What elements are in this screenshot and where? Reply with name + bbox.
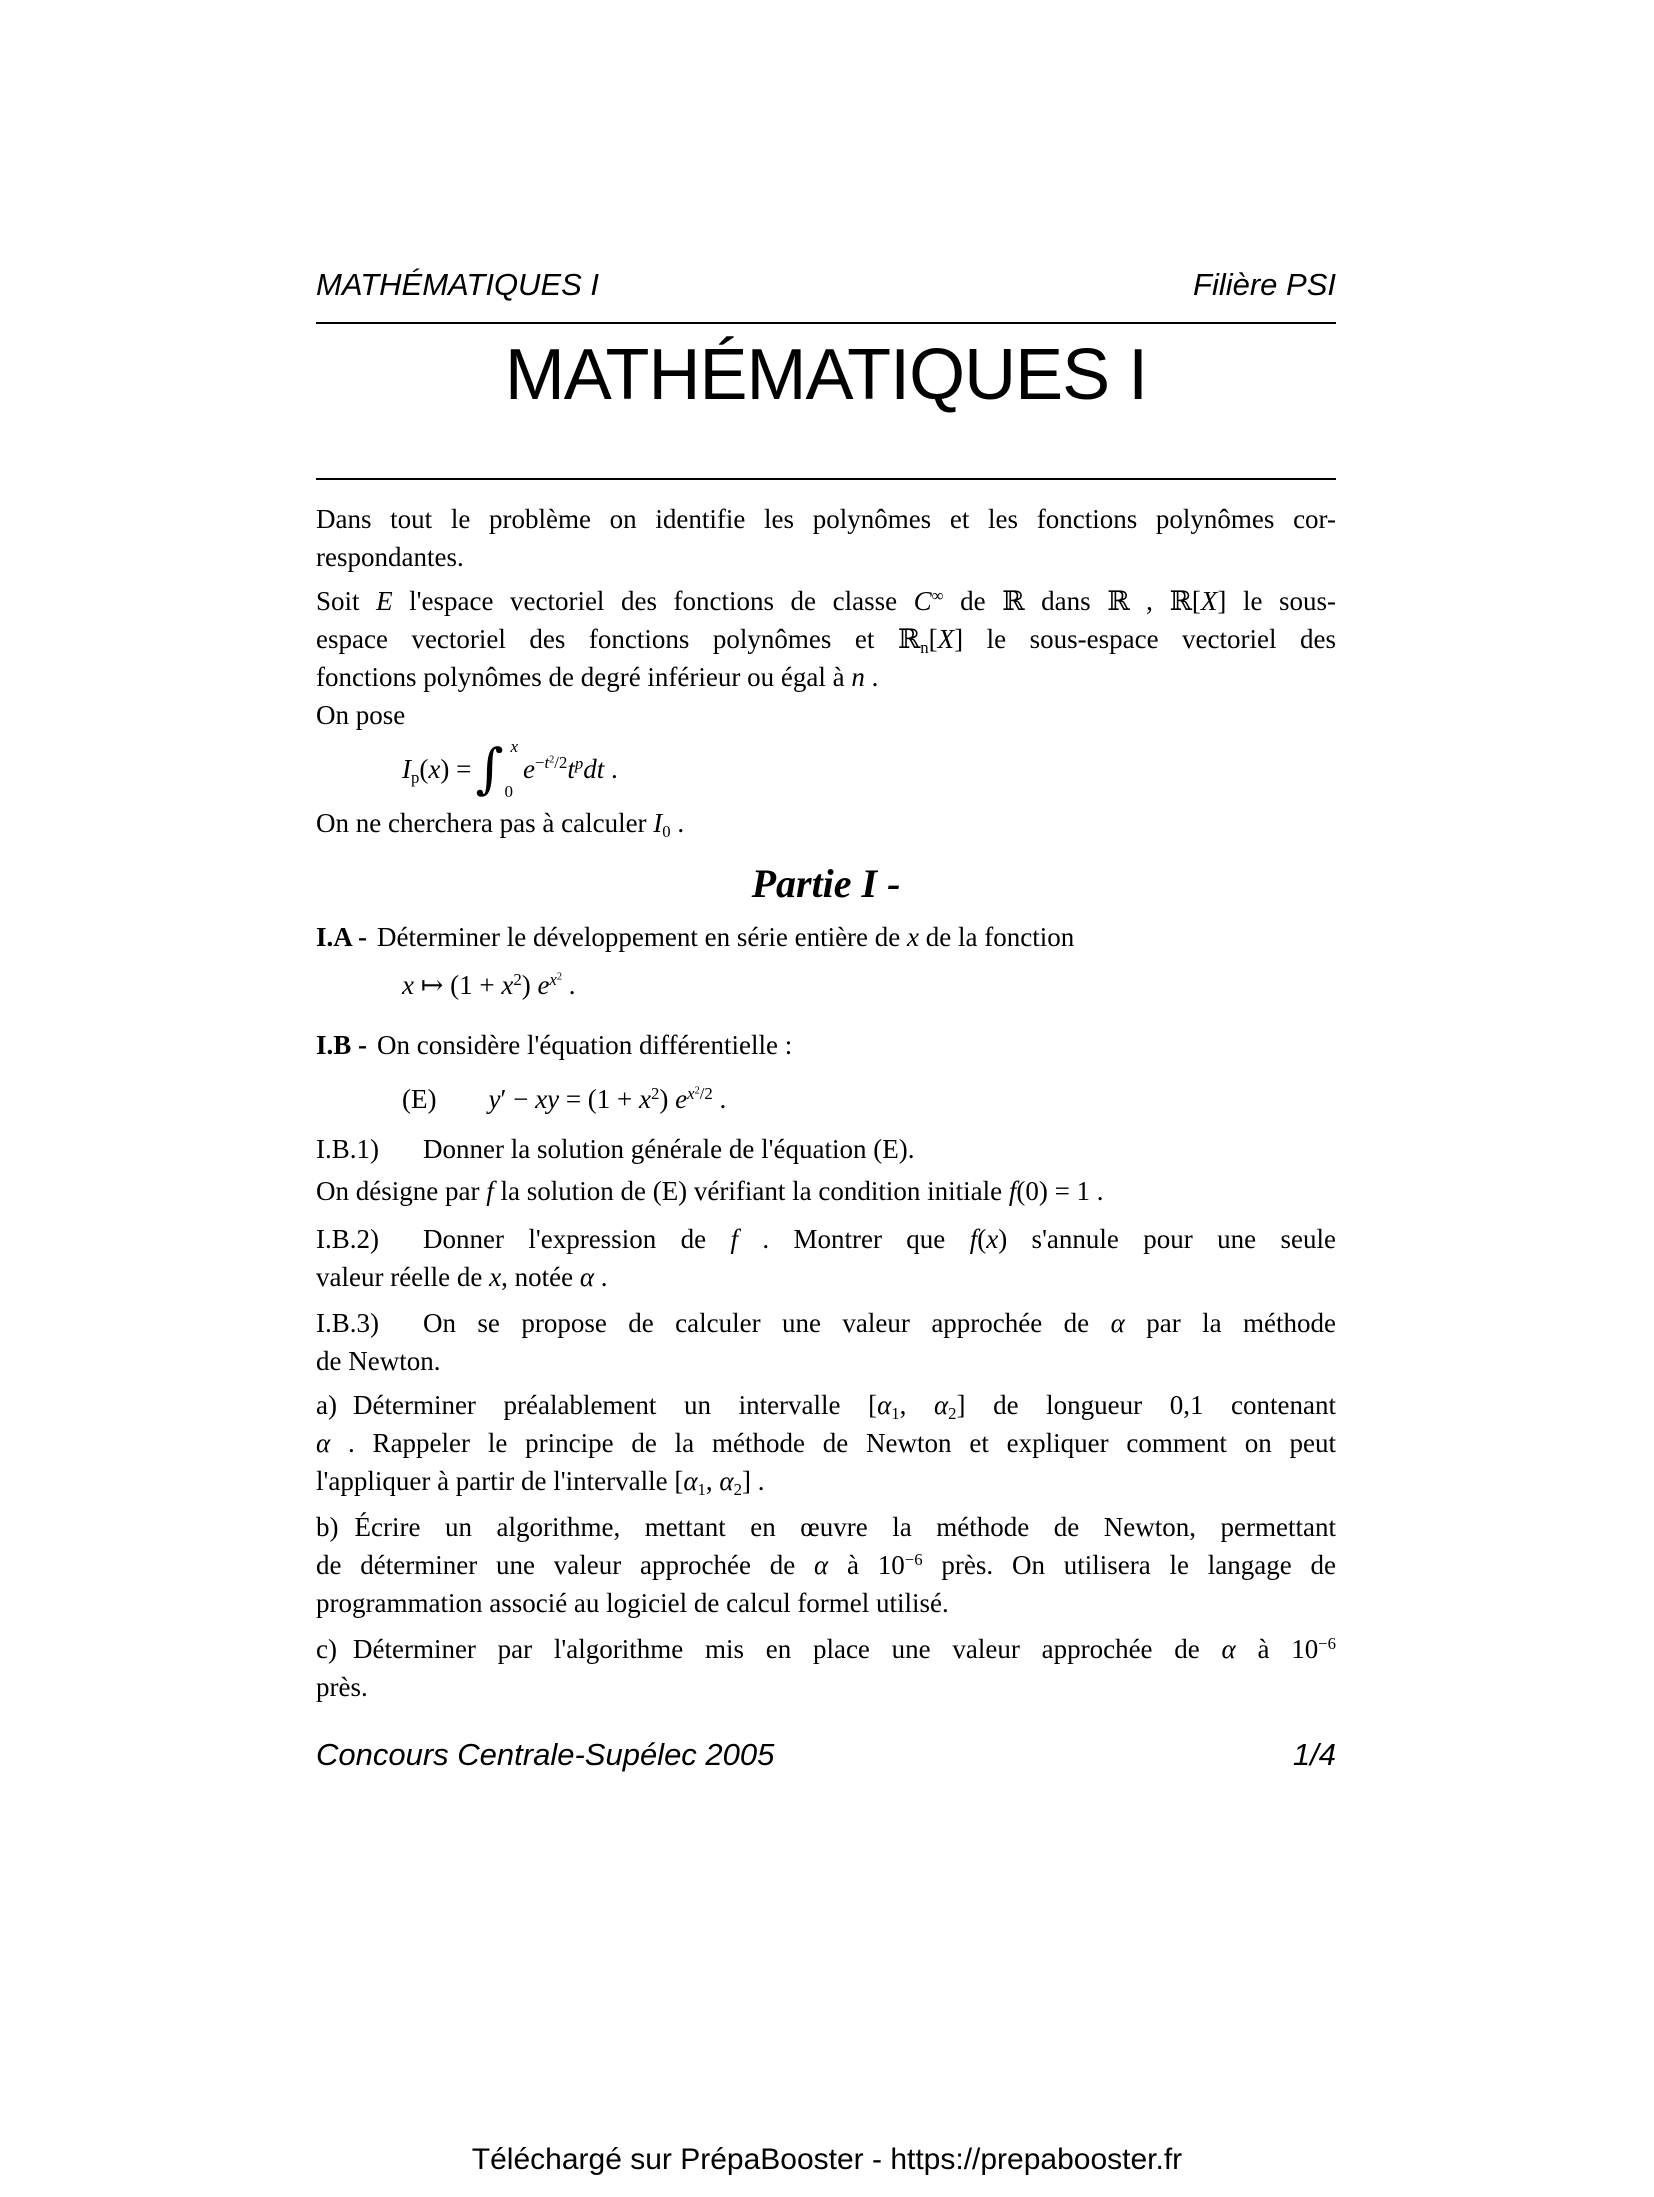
equation-body: y′ − xy = $(1 + x^2)$ $e^{x^2/2}$ . [488, 1083, 727, 1114]
formula-ip [316, 736, 1336, 802]
item-a-label: a) [316, 1390, 337, 1420]
item-ib3 [316, 1304, 1336, 1380]
text-line [316, 1220, 1336, 1258]
item-ia-text: Déterminer le développement en série entière de x de la fonction [377, 922, 1075, 952]
item-ib2-label: I.B.2) [316, 1224, 379, 1254]
item-c-label: c) [316, 1634, 337, 1664]
footer-page-number: 1/4 [1292, 1737, 1336, 1772]
text-line: valeur réelle de x, notée α . [316, 1262, 608, 1292]
title-rule [316, 478, 1336, 480]
formula-equation-e [316, 1072, 1336, 1126]
footer-exam-name: Concours Centrale-Supélec 2005 [316, 1737, 775, 1772]
integral-limits [504, 738, 518, 800]
item-b-label: b) [316, 1512, 339, 1542]
item-ib2-text: Donner l'expression de f . Montrer que f(x) s'annule pour une seule [423, 1224, 1336, 1254]
text-line: espace vectoriel des fonctions polynômes et ℝ$_n$[X] le sous-espace vectoriel des [316, 624, 1336, 658]
intro-paragraph-2 [316, 582, 1336, 696]
header-subject: MATHÉMATIQUES I [316, 267, 600, 302]
integral-upper-limit: x [510, 737, 519, 756]
item-b-text: Écrire un algorithme, mettant en œuvre la méthode de Newton, permettant [354, 1512, 1336, 1542]
page-footer [316, 1736, 1336, 1774]
formula-ip-rhs: $e^{-t^2/2}t^pdt$ . [523, 753, 618, 784]
text-line [316, 1508, 1336, 1546]
text-line: près. [316, 1672, 368, 1702]
text-line: programmation associé au logiciel de calcul formel utilisé. [316, 1588, 949, 1618]
text-line [316, 1630, 1336, 1668]
text-line: Soit E l'espace vectoriel des fonctions de classe C∞ de ℝ dans ℝ , ℝ[X] le sous- [316, 585, 1336, 616]
document-body [316, 500, 1336, 1706]
intro-paragraph-1 [316, 500, 1336, 576]
text-line: fonctions polynômes de degré inférieur ou égal à n . [316, 662, 879, 692]
text-line: de Newton. [316, 1346, 441, 1376]
page-title: MATHÉMATIQUES I [504, 335, 1148, 415]
item-ib1-label: I.B.1) [316, 1134, 379, 1164]
item-ia [316, 918, 1336, 956]
integral-sign: ∫ [475, 737, 504, 800]
download-note: Téléchargé sur PrépaBooster - https://prepabooster.fr [471, 2143, 1183, 2176]
text-line [316, 1386, 1336, 1424]
after-formula-line: On ne cherchera pas à calculer $I_0$ . [316, 808, 685, 842]
text-line: l'appliquer à partir de l'intervalle [$\alpha_1$, $\alpha_2$] . [316, 1466, 765, 1500]
integral-lower-limit: 0 [504, 782, 513, 801]
item-ib3-label: I.B.3) [316, 1308, 379, 1338]
item-ib-label: I.B - [316, 1030, 368, 1060]
item-a-text: Déterminer préalablement un intervalle [$\alpha_1$, $\alpha_2$] de longueur 0,1 contenant [352, 1390, 1336, 1424]
header-track: Filière PSI [1193, 267, 1336, 302]
item-ib2 [316, 1220, 1336, 1296]
paragraph-f: On désigne par f la solution de (E) vérifiant la condition initiale f(0) = 1 . [316, 1176, 1104, 1206]
section-heading-partie-1: Partie I - [751, 861, 901, 906]
item-ib-text: On considère l'équation différentielle : [377, 1030, 793, 1060]
item-a [316, 1386, 1336, 1500]
formula-ip-lhs: $I_p(x)$ = [402, 753, 472, 787]
formula-series: x ↦ $(1 + x^2)$ $e^{x^2}$ . [402, 969, 576, 1000]
item-ia-label: I.A - [316, 922, 368, 952]
text-line: de déterminer une valeur approchée de α à $10^{-6}$ près. On utilisera le langage de [316, 1549, 1336, 1580]
page-header [316, 266, 1336, 304]
item-b [316, 1508, 1336, 1622]
header-rule [316, 322, 1336, 324]
text-line: respondantes. [316, 542, 464, 572]
item-ib [316, 1026, 1336, 1064]
text-line: Dans tout le problème on identifie les polynômes et les fonctions polynômes cor- [316, 504, 1336, 534]
text-line: α . Rappeler le principe de la méthode de Newton et expliquer comment on peut [316, 1428, 1336, 1458]
item-ib1-text: Donner la solution générale de l'équation (E). [423, 1134, 915, 1164]
item-ib3-text: On se propose de calculer une valeur approchée de α par la méthode [423, 1308, 1336, 1338]
item-ib1 [316, 1130, 1336, 1168]
item-c [316, 1630, 1336, 1706]
equation-tag: (E) [402, 1084, 437, 1114]
text-line [316, 1304, 1336, 1342]
item-c-text: Déterminer par l'algorithme mis en place une valeur approchée de α à $10^{-6}$ [352, 1633, 1336, 1664]
on-pose-line: On pose [316, 700, 406, 730]
